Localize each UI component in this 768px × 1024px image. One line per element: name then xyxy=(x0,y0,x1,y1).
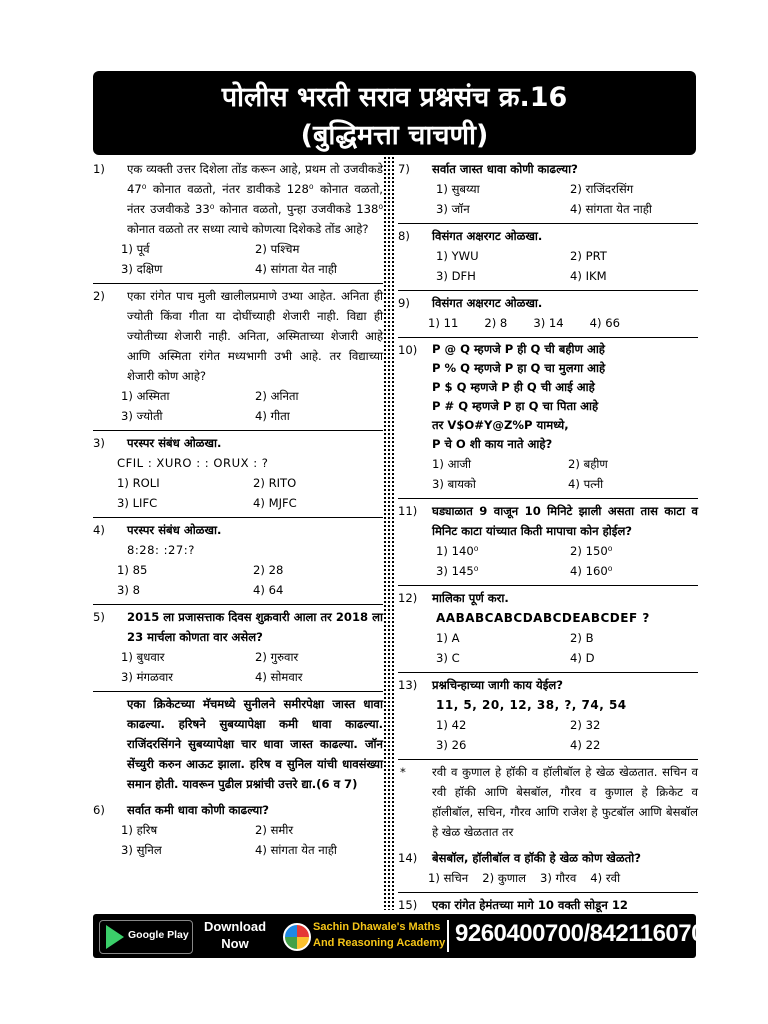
question-14 xyxy=(398,846,698,893)
option: 1) ROLI xyxy=(117,476,160,490)
options xyxy=(432,454,698,494)
options xyxy=(117,473,383,513)
academy-name xyxy=(313,919,445,951)
passage-6-7 xyxy=(93,692,383,798)
question-1 xyxy=(93,157,383,284)
question-text: एका रांगेत पाच मुली खालीलप्रमाणे उभ्या आहेत. अनिता ही ज्योती किंवा गीता या दोघींच्याही शेजारी नाही. विद्या ही ज्योतीच्या शेजारी नाही. अनिता, अस्मिताच्या शेजारी आहे आणि अस्मिता रांगेत मध्यभागी उभी आहे. तर विद्याच्या शेजारी कोण आहे? xyxy=(127,289,383,383)
google-play-label: Google Play xyxy=(128,929,189,941)
question-number: 1) xyxy=(93,162,105,176)
option: 1) पूर्व xyxy=(121,242,150,256)
question-number: 7) xyxy=(398,162,410,176)
option: 4) MJFC xyxy=(253,496,297,510)
google-play-badge[interactable] xyxy=(99,920,193,954)
option: 4) IKM xyxy=(570,269,607,283)
question-text: सर्वात जास्त धावा कोणी काढल्या? xyxy=(432,162,578,176)
play-store-icon xyxy=(106,925,124,949)
now-text: Now xyxy=(221,936,249,951)
download-text: Download xyxy=(203,919,267,934)
option: 1) YWU xyxy=(436,249,479,263)
option: 2) अनिता xyxy=(255,389,299,403)
options xyxy=(121,239,383,279)
question-text: सर्वात कमी धावा कोणी काढल्या? xyxy=(127,803,269,817)
option: 2) PRT xyxy=(570,249,607,263)
option: 1) 42 xyxy=(436,718,467,732)
footer-separator xyxy=(447,920,449,952)
phone-number-2[interactable]: 8421160703 xyxy=(589,920,717,947)
question-code: AABABCABCDABCDEABCDEF ? xyxy=(436,611,650,625)
left-column xyxy=(93,157,383,864)
option: 1) हरिष xyxy=(121,823,158,837)
question-number: 9) xyxy=(398,296,410,310)
question-number: 10) xyxy=(398,343,418,357)
academy-name-line-2: And Reasoning Academy xyxy=(313,937,446,949)
option: 1) 11 xyxy=(428,316,459,330)
question-text: एका रांगेत हेमंतच्या मागे 10 वक्ती सोडून 12 xyxy=(432,898,628,912)
options xyxy=(121,820,383,860)
option: 1) सचिन xyxy=(428,871,469,885)
option: 4) रवी xyxy=(590,871,621,885)
options xyxy=(428,313,698,333)
column-divider xyxy=(384,157,394,910)
question-text: घड्याळात 9 वाजून 10 मिनिटे झाली असता तास काटा व मिनिट काटा यांच्यात किती मापाचा कोन होईल? xyxy=(432,504,698,538)
question-text: विसंगत अक्षरगट ओळखा. xyxy=(432,229,543,243)
page-title: पोलीस भरती सराव प्रश्नसंच क्र.16 xyxy=(221,82,568,113)
options xyxy=(117,560,383,600)
question-number: 12) xyxy=(398,591,418,605)
relation-line: P @ Q म्हणजे P ही Q ची बहीण आहे xyxy=(432,342,605,356)
option: 3) 145⁰ xyxy=(436,564,479,578)
question-code: 11, 5, 20, 12, 38, ?, 74, 54 xyxy=(436,698,627,712)
question-3 xyxy=(93,431,383,518)
option: 3) बायको xyxy=(432,477,476,491)
download-now-label[interactable] xyxy=(197,918,273,952)
option: 4) सोमवार xyxy=(255,670,303,684)
option: 3) C xyxy=(436,651,460,665)
options xyxy=(436,246,698,286)
phone-number-1[interactable]: 9260400700 xyxy=(455,920,584,947)
option: 4) 22 xyxy=(570,738,601,752)
option: 2) राजिंदरसिंग xyxy=(570,182,634,196)
question-7 xyxy=(398,157,698,224)
footer-banner xyxy=(93,914,717,958)
option: 1) सुबय्या xyxy=(436,182,480,196)
question-number: 4) xyxy=(93,523,105,537)
question-code: CFIL : XURO : : ORUX : ? xyxy=(117,456,269,470)
question-12 xyxy=(398,586,698,673)
option: 1) अस्मिता xyxy=(121,389,170,403)
relation-line: P % Q म्हणजे P हा Q चा मुलगा आहे xyxy=(432,361,606,375)
relation-line: तर V$O#Y@Z%P यामध्ये, xyxy=(432,418,569,432)
option: 1) बुधवार xyxy=(121,650,165,664)
option: 3) सुनिल xyxy=(121,843,162,857)
question-9 xyxy=(398,291,698,338)
phone-numbers xyxy=(455,920,717,948)
option: 3) LIFC xyxy=(117,496,158,510)
passage-text: रवी व कुणाल हे हॉकी व हॉलीबॉल हे खेळ खेळतात. सचिन व रवी हॉकी आणि बेसबॉल, गौरव व कुणाल हे क्रिकेट व हॉलीबॉल, सचिन, गौरव आणि राजेश हे फुटबॉल आणि बेसबॉल हे खेळ खेळतात तर xyxy=(432,765,698,839)
options xyxy=(436,179,698,219)
question-4 xyxy=(93,518,383,605)
options xyxy=(436,715,698,755)
option: 2) RITO xyxy=(253,476,297,490)
option: 4) सांगता येत नाही xyxy=(255,262,337,276)
question-text: बेसबॉल, हॉलीबॉल व हॉकी हे खेळ कोण खेळतो? xyxy=(432,851,641,865)
question-number: 2) xyxy=(93,289,105,303)
question-number: 13) xyxy=(398,678,418,692)
page-subtitle: (बुद्धिमत्ता चाचणी) xyxy=(300,120,489,151)
option: 2) 150⁰ xyxy=(570,544,613,558)
academy-name-line-1: Sachin Dhawale's Maths xyxy=(313,921,441,933)
question-5 xyxy=(93,605,383,692)
relation-line: P चे O शी काय नाते आहे? xyxy=(432,437,553,451)
question-number: 6) xyxy=(93,803,105,817)
option: 4) 64 xyxy=(253,583,284,597)
question-13 xyxy=(398,673,698,760)
question-text: मालिका पूर्ण करा. xyxy=(432,591,509,605)
option: 2) B xyxy=(570,631,594,645)
option: 2) पश्चिम xyxy=(255,242,300,256)
option: 2) कुणाल xyxy=(482,871,526,885)
option: 3) 14 xyxy=(533,316,564,330)
option: 3) दक्षिण xyxy=(121,262,163,276)
option: 1) 140⁰ xyxy=(436,544,479,558)
question-text: विसंगत अक्षरगट ओळखा. xyxy=(432,296,543,310)
option: 1) आजी xyxy=(432,457,472,471)
option: 4) सांगता येत नाही xyxy=(255,843,337,857)
option: 1) 85 xyxy=(117,563,148,577)
option: 4) D xyxy=(570,651,595,665)
option: 4) 160⁰ xyxy=(570,564,613,578)
options xyxy=(436,541,698,581)
question-2 xyxy=(93,284,383,431)
option: 4) सांगता येत नाही xyxy=(570,202,652,216)
question-number: 14) xyxy=(398,851,418,865)
options xyxy=(121,386,383,426)
question-number: 15) xyxy=(398,898,418,912)
passage-14-15 xyxy=(398,760,698,846)
option: 3) ज्योती xyxy=(121,409,163,423)
question-10 xyxy=(398,338,698,499)
options xyxy=(428,868,698,888)
question-8 xyxy=(398,224,698,291)
option: 2) 28 xyxy=(253,563,284,577)
option: 4) पत्नी xyxy=(568,477,604,491)
question-number: 3) xyxy=(93,436,105,450)
question-text: परस्पर संबंध ओळखा. xyxy=(127,436,222,450)
option: 4) गीता xyxy=(255,409,290,423)
option: 3) 26 xyxy=(436,738,467,752)
question-text: एक व्यक्ती उत्तर दिशेला तोंड करून आहे, प्रथम तो उजवीकडे 47⁰ कोनात वळतो, नंतर डावीकडे 128⁰ कोनात वळतो, नंतर उजवीकडे 33⁰ कोनात वळतो, पुन्हा उजवीकडे 138⁰ कोनात वळतो तर सध्या त्याचे कोणत्या दिशेकडे तोंड आहे? xyxy=(127,162,383,236)
option: 3) जॉन xyxy=(436,202,470,216)
option: 3) DFH xyxy=(436,269,476,283)
question-number: 11) xyxy=(398,504,418,518)
passage-text: एका क्रिकेटच्या मॅचमध्ये सुनीलने समीरपेक्षा जास्त धावा काढल्या. हरिषने सुबय्यापेक्षा कमी धावा काढल्या. राजिंदरसिंगने सुबय्यापेक्षा चार धावा जास्त काढल्या. जॉन सेंच्युरी करुन आऊट झाला. हरिष व सुनिल यांची धावसंख्या समान होती. यावरून पुढील प्रश्नांची उत्तरे द्या.(6 व 7) xyxy=(127,697,383,791)
relation-line: P # Q म्हणजे P हा Q चा पिता आहे xyxy=(432,399,599,413)
options xyxy=(436,628,698,668)
phone-separator: / xyxy=(583,920,590,947)
option: 2) समीर xyxy=(255,823,294,837)
question-number: 5) xyxy=(93,610,105,624)
option: 2) 8 xyxy=(484,316,508,330)
option: 2) गुरुवार xyxy=(255,650,299,664)
question-text: 2015 ला प्रजासत्ताक दिवस शुक्रवारी आला तर 2018 ला 23 मार्चला कोणता वार असेल? xyxy=(127,610,383,644)
question-number: 8) xyxy=(398,229,410,243)
right-column xyxy=(398,157,698,919)
option: 3) 8 xyxy=(117,583,140,597)
option: 4) 66 xyxy=(589,316,620,330)
question-text: परस्पर संबंध ओळखा. xyxy=(127,523,222,537)
question-11 xyxy=(398,499,698,586)
question-code: 8:28: :27:? xyxy=(127,543,195,557)
question-text: प्रश्नचिन्हाच्या जागी काय येईल? xyxy=(432,678,563,692)
options xyxy=(121,647,383,687)
option: 2) 32 xyxy=(570,718,601,732)
star-marker: * xyxy=(400,765,406,779)
option: 3) मंगळवार xyxy=(121,670,174,684)
academy-logo-icon xyxy=(283,923,311,951)
title-banner xyxy=(93,71,696,155)
option: 3) गौरव xyxy=(539,871,577,885)
question-6 xyxy=(93,798,383,864)
relation-line: P $ Q म्हणजे P ही Q ची आई आहे xyxy=(432,380,595,394)
option: 1) A xyxy=(436,631,460,645)
option: 2) बहीण xyxy=(568,457,608,471)
question-text xyxy=(432,340,698,454)
